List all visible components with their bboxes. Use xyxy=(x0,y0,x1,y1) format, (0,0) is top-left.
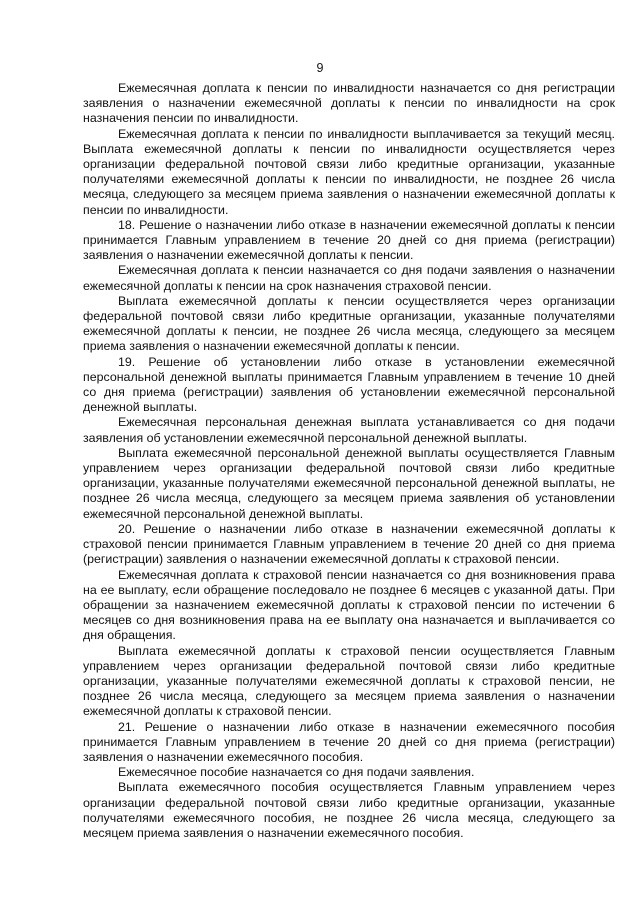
paragraph: Выплата ежемесячной доплаты к страховой пенсии осуществляется Главным управлением через организации федеральной почтовой связи либо кредитные организации, указанные получателями ежемесячной доплаты к страховой пенсии, не позднее 26 числа месяца, следующего за месяцем приема заявления о назначении ежемесячной доплаты к страховой пенсии. xyxy=(83,643,615,719)
paragraph-item-21: 21. Решение о назначении либо отказе в назначении ежемесячного пособия принимается Главным управлением в течение 20 дней со дня приема (регистрации) заявления о назначении ежемесячного пособия. xyxy=(83,719,615,764)
paragraph-item-20: 20. Решение о назначении либо отказе в назначении ежемесячной доплаты к страховой пенсии принимается Главным управлением в течение 20 дней со дня приема (регистрации) заявления о назначении ежемесячной доплаты к страховой пенсии. xyxy=(83,521,615,567)
paragraph-item-18: 18. Решение о назначении либо отказе в назначении ежемесячной доплаты к пенсии принимается Главным управлением в течение 20 дней со дня приема (регистрации) заявления о назначении ежемесячной доплаты к пенсии. xyxy=(83,217,615,263)
paragraph: Ежемесячное пособие назначается со дня подачи заявления. xyxy=(118,765,475,780)
paragraph: Ежемесячная доплата к пенсии назначается со дня подачи заявления о назначении ежемесячной доплаты к пенсии на срок назначения страховой пенсии. xyxy=(83,263,615,293)
paragraph: Выплата ежемесячного пособия осуществляется Главным управлением через организации федеральной почтовой связи либо кредитные организации, указанные получателями ежемесячного пособия, не позднее 26 числа месяца, следующего за месяцем приема заявления о назначении ежемесячного пособия. xyxy=(83,780,615,840)
paragraph: Ежемесячная доплата к страховой пенсии назначается со дня возникновения права на ее выплату, если обращение последовало не позднее 6 месяцев с указанной даты. При обращении за назначением ежемесячной доплаты к страховой пенсии по истечении 6 месяцев со дня возникновения права на ее выплату она назначается и выплачивается со дня обращения. xyxy=(83,567,615,643)
paragraph: Выплата ежемесячной доплаты к пенсии осуществляется через организации федеральной почтовой связи либо кредитные организации, указанные получателями ежемесячной доплаты к пенсии, не позднее 26 числа месяца, следующего за месяцем приема заявления о назначении ежемесячной доплаты к пенсии. xyxy=(83,293,615,354)
paragraph: Выплата ежемесячной персональной денежной выплаты осуществляется Главным управлением через организации федеральной почтовой связи либо кредитные организации, указанные получателями ежемесячной персональной денежной выплаты, не позднее 26 числа месяца, следующего за месяцем приема заявления об установлении ежемесячной персональной денежной выплаты. xyxy=(83,445,615,521)
paragraph-item-19: 19. Решение об установлении либо отказе в установлении ежемесячной персональной денежной выплаты принимается Главным управлением в течение 10 дней со дня приема (регистрации) заявления об установлении ежемесячной персональной денежной выплаты. xyxy=(83,354,615,415)
paragraph: Ежемесячная персональная денежная выплата устанавливается со дня подачи заявления об установлении ежемесячной персональной денежной выплаты. xyxy=(83,415,615,445)
paragraph: Ежемесячная доплата к пенсии по инвалидности назначается со дня регистрации заявления о назначении ежемесячной доплаты к пенсии по инвалидности на срок назначения пенсии по инвалидности. xyxy=(83,81,615,126)
page-number: 9 xyxy=(316,61,324,75)
paragraph: Ежемесячная доплата к пенсии по инвалидности выплачивается за текущий месяц. Выплата ежемесячной доплаты к пенсии по инвалидности осуществляется через организации федеральной почтовой связи либо кредитные организации, указанные получателями ежемесячной доплаты к пенсии по инвалидности, не позднее 26 числа месяца, следующего за месяцем приема заявления о назначении ежемесячной доплаты к пенсии по инвалидности. xyxy=(83,126,615,217)
document-body xyxy=(83,81,615,841)
